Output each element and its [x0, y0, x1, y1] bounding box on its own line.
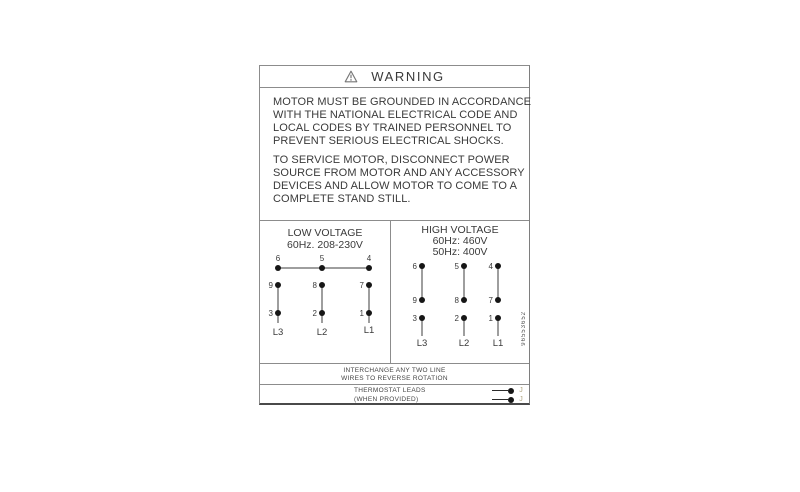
lead-wire [492, 390, 508, 392]
terminal-dot [319, 265, 325, 271]
high-voltage-subtitle-60: 60Hz: 460V [432, 235, 488, 247]
terminal-number: 1 [488, 314, 493, 323]
high-voltage-subtitle-50: 50Hz: 400V [432, 246, 488, 258]
wire [368, 285, 370, 323]
terminal-dot [275, 265, 281, 271]
lead-dot-icon [508, 397, 514, 403]
terminal-dot [495, 263, 501, 269]
paragraph-line: PREVENT SERIOUS ELECTRICAL SHOCKS. [273, 135, 504, 147]
lead-label: L2 [316, 327, 328, 338]
wire [277, 285, 279, 323]
motor-warning-label [259, 65, 530, 405]
terminal-dot [419, 263, 425, 269]
terminal-dot [319, 282, 325, 288]
low-voltage-subtitle: 60Hz. 208-230V [287, 239, 363, 251]
low-voltage-title: LOW VOLTAGE [287, 227, 363, 239]
thermostat-row [260, 384, 529, 405]
lead-label: L3 [416, 338, 428, 349]
lead-label: L2 [458, 338, 470, 349]
terminal-number: 8 [312, 281, 317, 290]
wire [463, 266, 465, 300]
lead-label: L1 [492, 338, 504, 349]
grounding-paragraph [273, 96, 532, 148]
terminal-number: 8 [454, 296, 459, 305]
thermostat-when-provided: (WHEN PROVIDED) [354, 396, 419, 403]
terminal-number: 6 [275, 254, 281, 263]
terminal-number: 5 [319, 254, 325, 263]
warning-triangle-icon [344, 70, 358, 83]
paragraph-line: DEVICES AND ALLOW MOTOR TO COME TO A [273, 180, 518, 192]
thermostat-label: THERMOSTAT LEADS [354, 387, 426, 394]
lead-letter: J [519, 396, 523, 403]
terminal-dot [366, 282, 372, 288]
terminal-dot [366, 310, 372, 316]
terminal-number: 6 [412, 262, 417, 271]
terminal-dot [461, 297, 467, 303]
terminal-number: 5 [454, 262, 459, 271]
wire [321, 285, 323, 323]
terminal-number: 2 [454, 314, 459, 323]
terminal-number: 1 [359, 309, 364, 318]
wire [421, 266, 423, 300]
thermostat-lead-symbol [492, 396, 523, 403]
high-voltage-title: HIGH VOLTAGE [421, 224, 499, 236]
lead-label: L3 [272, 327, 284, 338]
paragraph-line: WITH THE NATIONAL ELECTRICAL CODE AND [273, 109, 518, 121]
rotation-note-line2: WIRES TO REVERSE ROTATION [341, 374, 448, 382]
terminal-dot [366, 265, 372, 271]
lead-label: L1 [363, 325, 375, 336]
terminal-number: 9 [412, 296, 417, 305]
terminal-dot [461, 315, 467, 321]
terminal-dot [419, 315, 425, 321]
paragraph-line: LOCAL CODES BY TRAINED PERSONNEL TO [273, 122, 512, 134]
terminal-number: 2 [312, 309, 317, 318]
warning-title: WARNING [371, 69, 445, 84]
low-voltage-diagram [260, 221, 391, 363]
rotation-note-row [260, 363, 529, 384]
terminal-number: 3 [268, 309, 273, 318]
terminal-dot [275, 310, 281, 316]
terminal-dot [419, 297, 425, 303]
terminal-number: 3 [412, 314, 417, 323]
high-voltage-diagram [391, 221, 529, 363]
terminal-dot [495, 315, 501, 321]
terminal-number: 4 [488, 262, 493, 271]
paragraph-line: MOTOR MUST BE GROUNDED IN ACCORDANCE [273, 96, 532, 108]
terminal-dot [461, 263, 467, 269]
terminal-dot [319, 310, 325, 316]
paragraph-line: SOURCE FROM MOTOR AND ANY ACCESSORY [273, 167, 525, 179]
warning-header [260, 66, 529, 88]
terminal-number: 7 [488, 296, 493, 305]
paragraph-line: TO SERVICE MOTOR, DISCONNECT POWER [273, 154, 510, 166]
terminal-number: 4 [366, 254, 372, 263]
part-number: 96553652 [521, 311, 527, 346]
wire [497, 266, 499, 300]
rotation-note-line1: INTERCHANGE ANY TWO LINE [343, 366, 446, 374]
terminal-dot [495, 297, 501, 303]
thermostat-lead-symbol [492, 387, 523, 394]
terminal-number: 9 [268, 281, 273, 290]
terminal-number: 7 [359, 281, 364, 290]
warning-text-section [260, 88, 532, 221]
service-paragraph [273, 154, 529, 206]
wiring-diagrams-section [260, 221, 529, 363]
lead-letter: J [519, 387, 523, 394]
paragraph-line: COMPLETE STAND STILL. [273, 193, 411, 205]
terminal-dot [275, 282, 281, 288]
lead-dot-icon [508, 388, 514, 394]
lead-wire [492, 399, 508, 401]
